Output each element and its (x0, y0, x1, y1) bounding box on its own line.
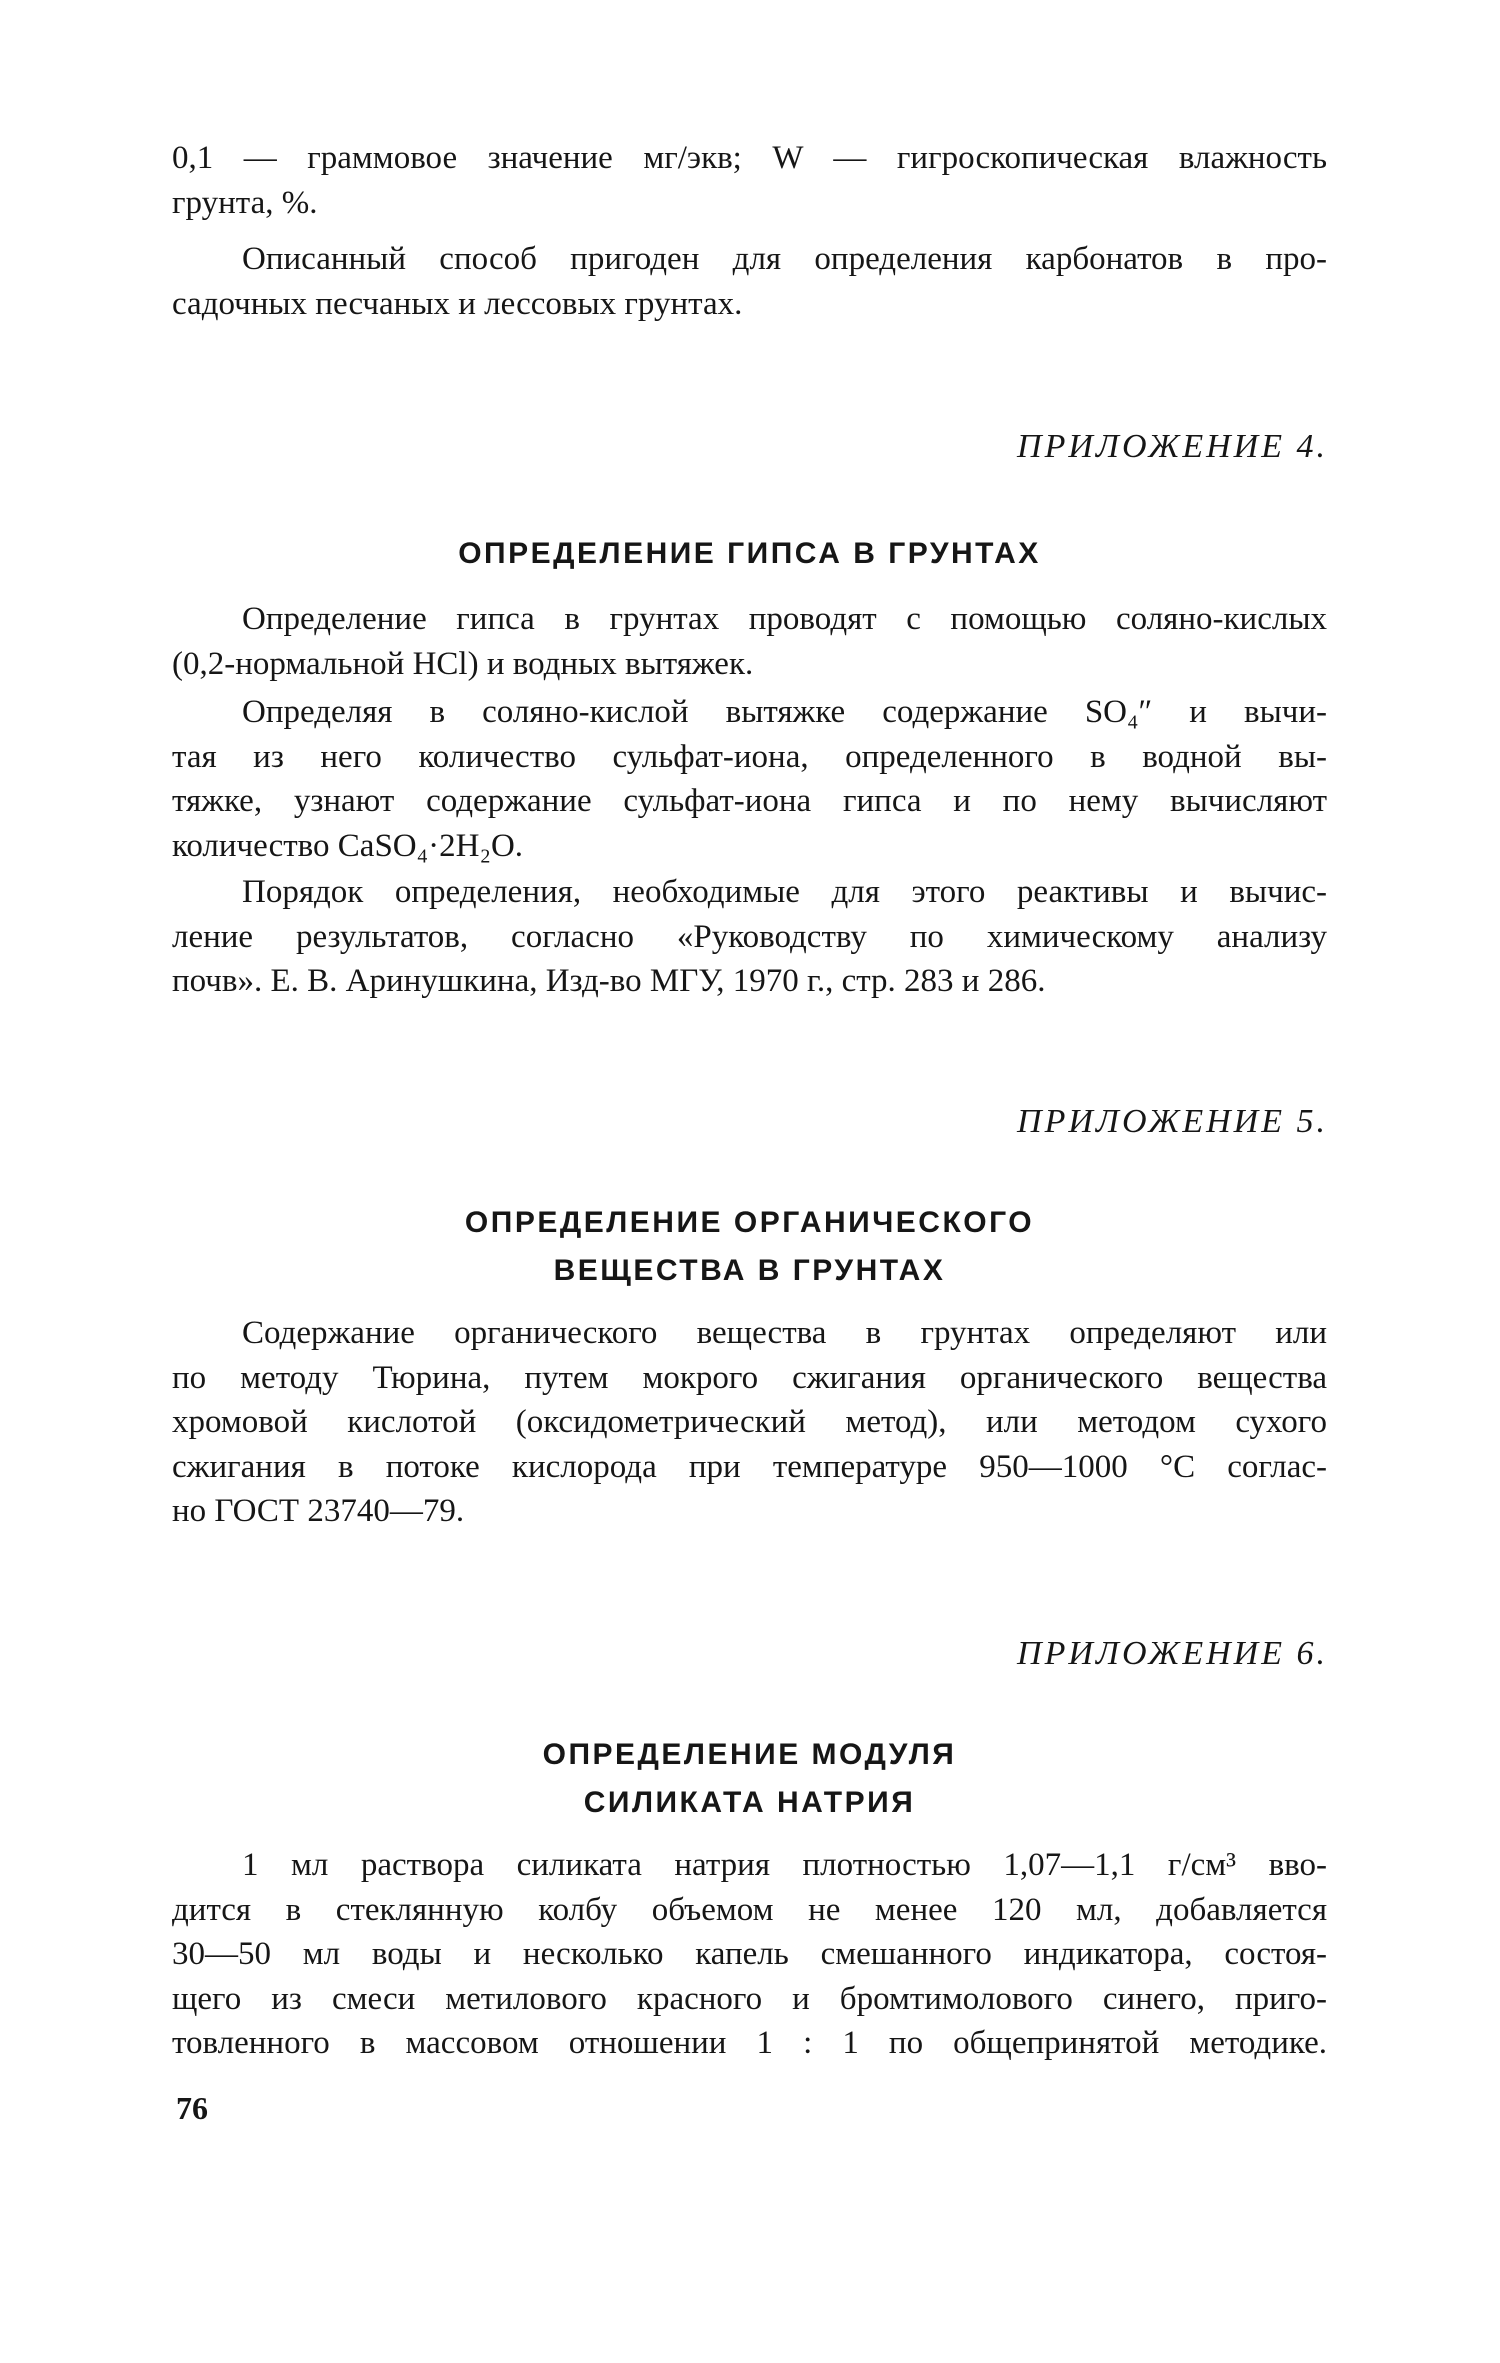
heading-line: ОПРЕДЕЛЕНИЕ ОРГАНИЧЕСКОГО (464, 1206, 1035, 1239)
text-line: Определяя в соляно-кислой вытяжке содержание SO₄″ и вычи- (242, 694, 1327, 730)
text-line: грунта, %. (172, 184, 318, 221)
text-line: 0,1 — граммовое значение мг/экв; W — гигроскопическая влажность (172, 140, 1327, 176)
text-line: товленного в массовом отношении 1 : 1 по общепринятой методике. (172, 2025, 1327, 2061)
appendix-4-label: ПРИЛОЖЕНИЕ 4. (1017, 428, 1328, 465)
appendix-6-paragraph-1 (172, 1843, 1327, 2066)
text-line: сжигания в потоке кислорода при температуре 950—1000 °С соглас- (172, 1448, 1327, 1485)
text-line: Определение гипса в грунтах проводят с помощью соляно-кислых (242, 601, 1327, 637)
appendix-6-label: ПРИЛОЖЕНИЕ 6. (1017, 1635, 1328, 1672)
appendix-4-title (172, 530, 1327, 578)
appendix-5-label: ПРИЛОЖЕНИЕ 5. (1017, 1103, 1328, 1140)
appendix-6-title (172, 1731, 1327, 1827)
text-line: садочных песчаных и лессовых грунтах. (172, 285, 743, 322)
text-line: тяжке, узнают содержание сульфат-иона гипса и по нему вычисляют (172, 783, 1327, 819)
heading-line: ОПРЕДЕЛЕНИЕ МОДУЛЯ (542, 1738, 957, 1771)
appendix-4-paragraph-3 (172, 870, 1327, 1004)
intro-text (172, 136, 1327, 225)
text-line: по методу Тюрина, путем мокрого сжигания органического вещества (172, 1359, 1327, 1396)
intro-paragraph (172, 237, 1327, 326)
text-line: 1 мл раствора силиката натрия плотностью 1,07—1,1 г/см³ вво- (242, 1847, 1327, 1883)
appendix-5-paragraph-1 (172, 1311, 1327, 1534)
appendix-4-paragraph-2 (172, 690, 1327, 868)
appendix-4-paragraph-1 (172, 597, 1327, 686)
text-line: щего из смеси метилового красного и бромтимолового синего, приго- (172, 1980, 1327, 2017)
text-line: ление результатов, согласно «Руководству по химическому анализу (172, 918, 1327, 955)
text-line: но ГОСТ 23740—79. (172, 1493, 465, 1529)
text-line: почв». Е. В. Аринушкина, Изд-во МГУ, 1970 г., стр. 283 и 286. (172, 963, 1046, 999)
text-line: дится в стеклянную колбу объемом не менее 120 мл, добавляется (172, 1891, 1327, 1928)
heading-line: СИЛИКАТА НАТРИЯ (583, 1786, 916, 1819)
text-line: (0,2-нормальной HCl) и водных вытяжек. (172, 645, 754, 682)
page-number: 76 (176, 2090, 208, 2126)
heading-line: ВЕЩЕСТВА В ГРУНТАХ (553, 1254, 946, 1287)
text-line: тая из него количество сульфат-иона, определенного в водной вы- (172, 738, 1327, 775)
text-line: хромовой кислотой (оксидометрический метод), или методом сухого (172, 1404, 1327, 1440)
appendix-5-title (172, 1199, 1327, 1295)
heading-line: ОПРЕДЕЛЕНИЕ ГИПСА В ГРУНТАХ (458, 537, 1041, 570)
text-line: Порядок определения, необходимые для этого реактивы и вычис- (242, 874, 1327, 910)
text-line: количество CaSO₄·2H₂O. (172, 827, 524, 864)
text-line: Содержание органического вещества в грунтах определяют или (242, 1315, 1327, 1351)
text-line: Описанный способ пригоден для определения карбонатов в про- (242, 241, 1327, 277)
text-line: 30—50 мл воды и несколько капель смешанного индикатора, состоя- (172, 1936, 1327, 1972)
